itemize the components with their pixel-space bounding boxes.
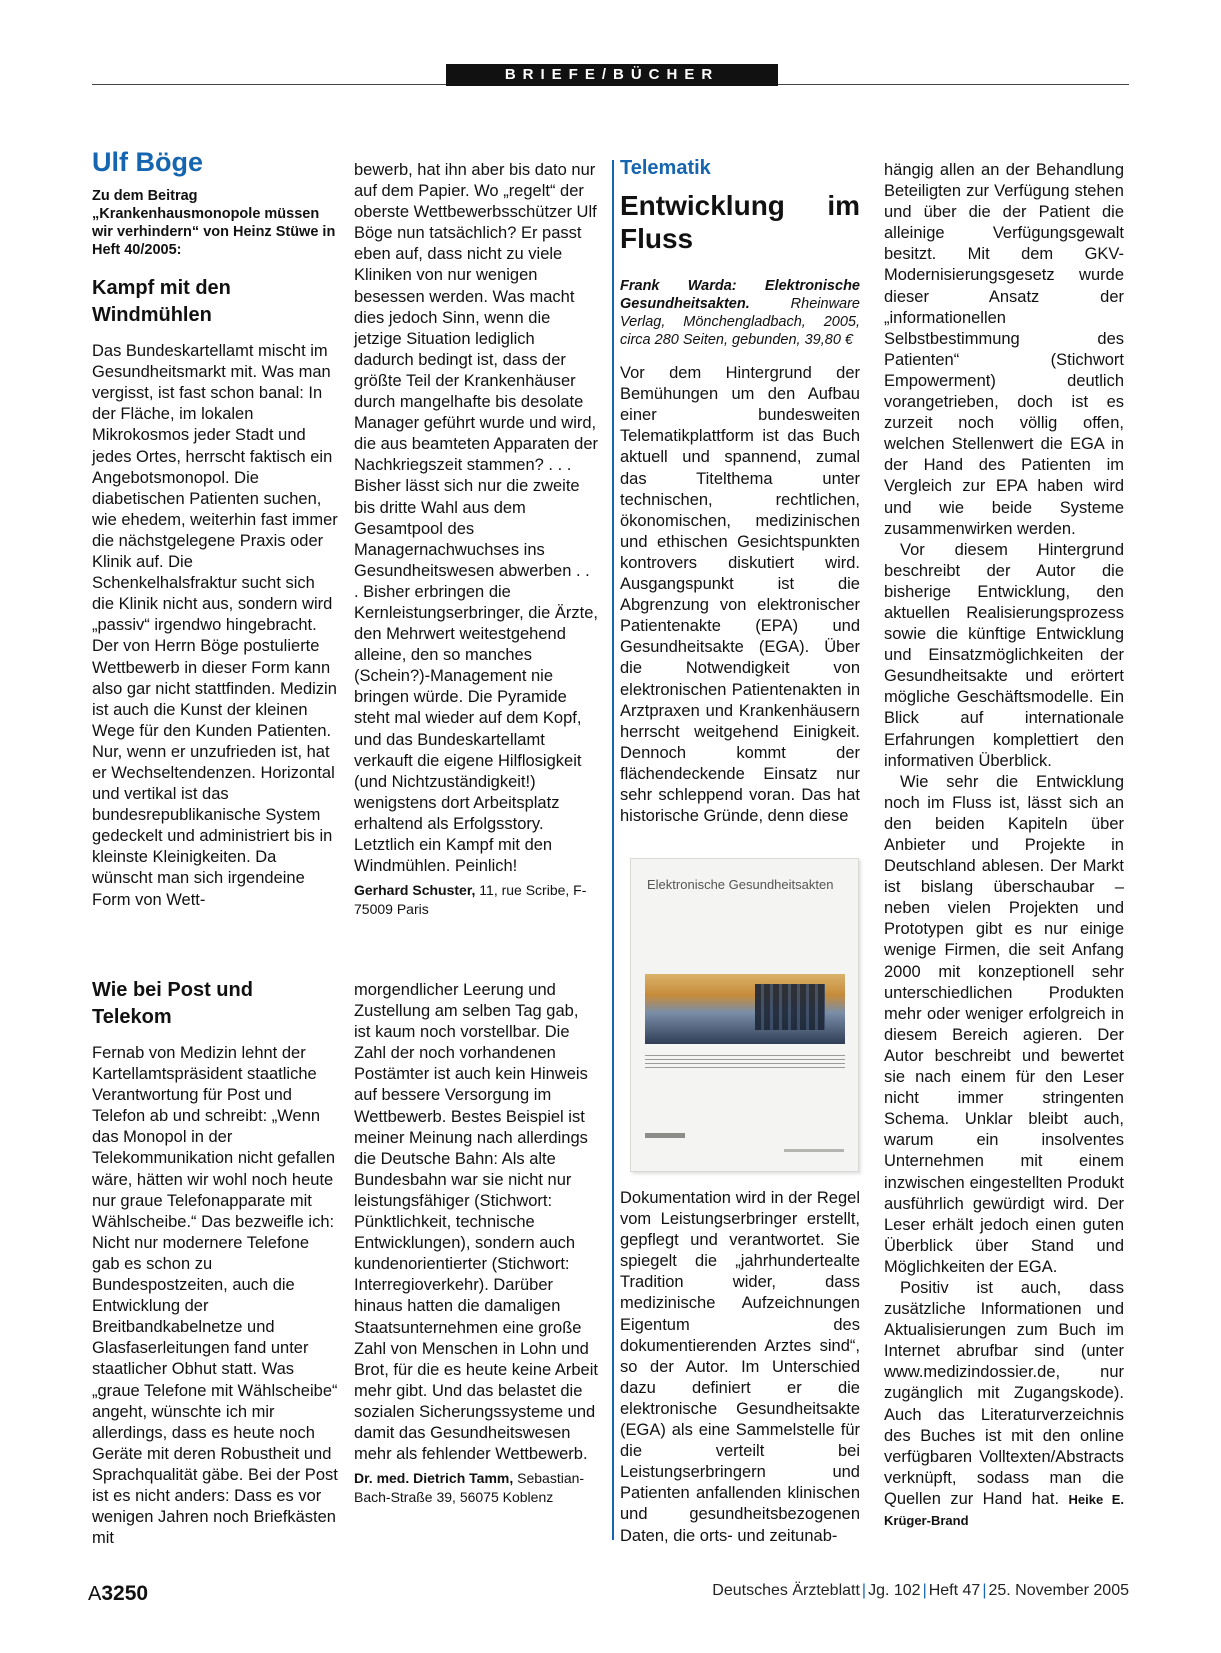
letter1-title: Kampf mit den Windmühlen (92, 277, 231, 327)
letter2-title: Wie bei Post und Telekom (92, 979, 253, 1028)
book-cover-title: Elektronische Gesundheitsakten (647, 877, 834, 892)
letter2-signature-address: Sebastian-Bach-Straße 39, 56075 Koblenz (354, 1470, 585, 1506)
review-text-a: Vor dem Hintergrund der Bemühungen um den Aufbau einer bundesweiten Telematikplattform ist das Buch aktuell und spannend, zumal das Titelthema unter technischen, rechtlichen, ökonomischen, medizinischen und ethischen Gesichtspunkten kontrovers diskutiert wird. Ausgangspunkt ist die Abgrenzung von elektronischer Patientenakte (EPA) und Gesundheitsakte (EGA). Über die Notwendigkeit von elektronischen Patientenakten in Arztpraxen und Krankenhäusern herrscht weitgehend Einigkeit. Dennoch kommt der flächendeckende Einsatz nur sehr schleppend voran. Das hat historische Gründe, denn diese (620, 364, 860, 826)
column-1 (92, 147, 338, 911)
review-kicker: Telematik (620, 157, 711, 179)
book-cover-publisher-line (784, 1149, 844, 1152)
letter1-text-a: Das Bundeskartellamt mischt im Gesundheitsmarkt mit. Was man vergisst, ist fast schon banal: In der Fläche, im lokalen Mikrokosmos jeder Stadt und jedes Ortes, herrscht faktisch ein Angebotsmonopol. Die diabetischen Patienten suchen, wie ehedem, weiterhin fast immer die nächstgelegene Praxis oder Klinik auf. Die Schenkelhalsfraktur sucht sich die Klinik nicht aus, sondern wird „passiv“ irgendwo hingebracht. Der von Herrn Böge postulierte Wettbewerb in dieser Form kann also gar nicht stattfinden. Medizin ist auch die Kunst der kleinen Wege für den Kunden Patienten. Nur, wenn er unzufrieden ist, hat er Wechseltendenzen. Horizontal und vertikal ist das bundesrepublikanische System gedeckelt und administriert bis in kleinste Kleinigkeiten. Da wünscht man sich irgendeine Form von Wett- (92, 342, 338, 909)
review-text-b: Dokumentation wird in der Regel vom Leistungserbringer erstellt, gepflegt und verantwortet. Sie spiegelt die „jahrhundertealte Tradition wider, dass medizinische Aufzeichnungen Eigentum des dokumentierenden Arztes sind“, so der Autor. Im Unterschied dazu definiert er die elektronische Gesundheitsakte (EGA) als eine Sammelstelle für die verteilt bei Leistungserbringern und Patienten anfallenden klinischen und gesundheitsbezogenen Daten, die orts- und zeitunab- (620, 1189, 860, 1545)
column-2-bottom (354, 980, 598, 1507)
review-divider (612, 160, 614, 1540)
section-header: BRIEFE/BÜCHER (446, 64, 778, 86)
column-4 (884, 160, 1124, 1531)
book-cover-photo (645, 974, 845, 1044)
letter1-signature-address: 11, rue Scribe, F-75009 Paris (354, 882, 587, 918)
reviewer-name: Heike E. Krüger-Brand (884, 1491, 1124, 1528)
column-2 (354, 160, 598, 919)
letter1-signature-name: Gerhard Schuster, (354, 882, 476, 899)
letters-author-heading: Ulf Böge (92, 147, 203, 177)
review-headline: Entwicklung im Fluss (620, 190, 860, 255)
letter2-text-a: Fernab von Medizin lehnt der Kartellamtspräsident staatliche Verantwortung für Post und Telefon ab und schreibt: „Wenn das Monopol in der Telekommunikation nicht gefallen wäre, hätten wir wohl noch heute nur graue Telefonapparate mit Wählscheibe.“ Das bezweifle ich: Nicht nur modernere Telefone gab es schon zu Bundespostzeiten, auch die Entwicklung der Breitbandkabelnetze und Glasfaserleitungen fand unter staatlicher Obhut statt. Was „graue Telefone mit Wählscheibe“ angeht, wünschte ich mir allerdings, dass es heute noch Geräte mit deren Robustheit und Sprachqualität gäbe. Bei der Post ist es nicht anders: Dass es vor wenigen Jahren noch Briefkästen mit (92, 1044, 338, 1548)
review-text-f (884, 1278, 1124, 1531)
letters-intro: Zu dem Beitrag „Krankenhausmonopole müssen wir verhindern“ von Heinz Stüwe in Heft 40/2005: (92, 188, 336, 259)
book-cover-author-line (645, 1133, 685, 1138)
journal-issue: Heft 47 (928, 1582, 981, 1599)
letter2-signature (354, 1469, 598, 1507)
review-text-d: Vor diesem Hintergrund beschreibt der Autor die bisherige Entwicklung, den aktuellen Realisierungsprozess sowie die künftige Entwicklung und Einsatzmöglichkeiten der Gesundheitsakte und erörtert mögliche Geschäftsmodelle. Ein Blick auf internationale Erfahrungen komplettiert den informativen Überblick. (884, 540, 1124, 770)
page-number (88, 1582, 148, 1606)
review-text-e: Wie sehr die Entwicklung noch im Fluss ist, lässt sich an den beiden Kapiteln über Anbieter und Projekte in Deutschland ablesen. Der Markt ist bislang überschaubar – neben vielen Projekten und Prototypen gibt es nur einige wenige Firmen, die seit Anfang 2000 mit konzeptionell sehr unterschiedlichen Produkten mehr oder weniger erfolgreich in diesem Bereich agieren. Der Autor beschreibt und bewertet sie nach einem für den Leser nicht immer stringenten Schema. Unklar bleibt auch, warum ein insolventes Unternehmen mit einem inzwischen eingestellten Produkt ausführlich gewürdigt wird. Der Leser erhält jedoch einen guten Überblick über Stand und Möglichkeiten der EGA. (884, 772, 1124, 1276)
letter1-text-b: bewerb, hat ihn aber bis dato nur auf dem Papier. Wo „regelt“ der oberste Wettbewerbsschützer Ulf Böge nun tatsächlich? Er passt eben auf, dass nicht zu viele Kliniken von nur wenigen besessen werden. Was macht dies jedoch Sinn, wenn die jetzige Situation lediglich dadurch bedingt ist, dass der größte Teil der Krankenhäuser durch mangelhafte bis desolate Manager geführt wurde und wird, die aus beamteten Apparaten der Nachkriegszeit stammen? . . . Bisher lässt sich nur die zweite bis dritte Wahl aus dem Gesamtpool des Managernachwuchses ins Gesundheitswesen abwerben . . . Bisher erbringen die Kernleistungserbringer, die Ärzte, den Mehrwert weitestgehend alleine, den so manches (Schein?)-Management nie bringen würde. Die Pyramide steht mal wieder auf dem Kopf, und das Bundeskartellamt verkauft die eigene Hilflosigkeit (und Nichtzuständigkeit!) wenigstens dort Arbeitsplatz erhaltend als Erfolgsstory. Letztlich ein Kampf mit den Windmühlen. Peinlich! (354, 161, 599, 876)
page-prefix: A (88, 1583, 102, 1605)
book-ref-author-title: Frank Warda: Elektronische Gesundheitsakten. (620, 278, 860, 313)
journal-date: 25. November 2005 (988, 1582, 1129, 1599)
book-cover-subtitle-lines (645, 1055, 845, 1069)
page-number-value: 3250 (101, 1582, 149, 1605)
column-3 (620, 158, 860, 827)
letter2-text-b: morgendlicher Leerung und Zustellung am selben Tag gab, ist kaum noch vorstellbar. Die Zahl der noch vorhandenen Postämter ist auch kein Hinweis auf bessere Versorgung im Wettbewerb. Bestes Beispiel ist meiner Meinung nach allerdings die Deutsche Bahn: Als alte Bundesbahn war sie nicht nur leistungsfähiger (Stichwort: Pünktlichkeit, technische Entwicklungen), sondern auch kundenorientierter (Stichwort: Interregioverkehr). Darüber hinaus hatten die damaligen Staatsunternehmen eine große Zahl von Menschen in Lohn und Brot, für die es heute keine Arbeit mehr gibt. Und das belastet die sozialen Sicherungssysteme und damit das Gesundheitswesen mehr als fehlender Wettbewerb. (354, 981, 598, 1464)
review-text-c: hängig allen an der Behandlung Beteiligten zur Verfügung stehen und über die der Patient die alleinige Verfügungsgewalt besitzt. Mit dem GKV-Modernisierungsgesetz wurde dieser Ansatz der „informationellen Selbstbestimmung des Patienten“ (Stichwort Empowerment) deutlich vorangetrieben, doch ist es zurzeit noch völlig offen, welchen Stellenwert die EGA in der Hand des Patienten im Vergleich zur EPA haben wird und wie beide Systeme zusammenwirken werden. (884, 161, 1124, 538)
journal-volume: Jg. 102 (868, 1582, 921, 1599)
journal-info: Deutsches Ärzteblatt | Jg. 102 | Heft 47 | 25. November 2005 (712, 1582, 1129, 1599)
book-cover-image (630, 858, 859, 1172)
column-1-bottom (92, 977, 338, 1549)
letter1-signature (354, 881, 598, 919)
book-ref-publisher: Rheinware Verlag, Mönchengladbach, 2005, circa 280 Seiten, gebunden, 39,80 € (620, 296, 860, 349)
journal-name: Deutsches Ärzteblatt (712, 1582, 860, 1599)
column-3-bottom (620, 1188, 860, 1547)
letter2-signature-name: Dr. med. Dietrich Tamm, (354, 1470, 514, 1487)
review-text-f-body: Positiv ist auch, dass zusätzliche Informationen und Aktualisierungen zum Buch im Internet abrufbar sind (unter www.medizindossier.de, nur zugänglich mit Zugangskode). Auch das Literaturverzeichnis des Buches ist mit den online verfügbaren Volltexten/Abstracts verknüpft, sodass man die Quellen zur Hand hat. (884, 1278, 1124, 1508)
review-book-reference (620, 277, 860, 349)
